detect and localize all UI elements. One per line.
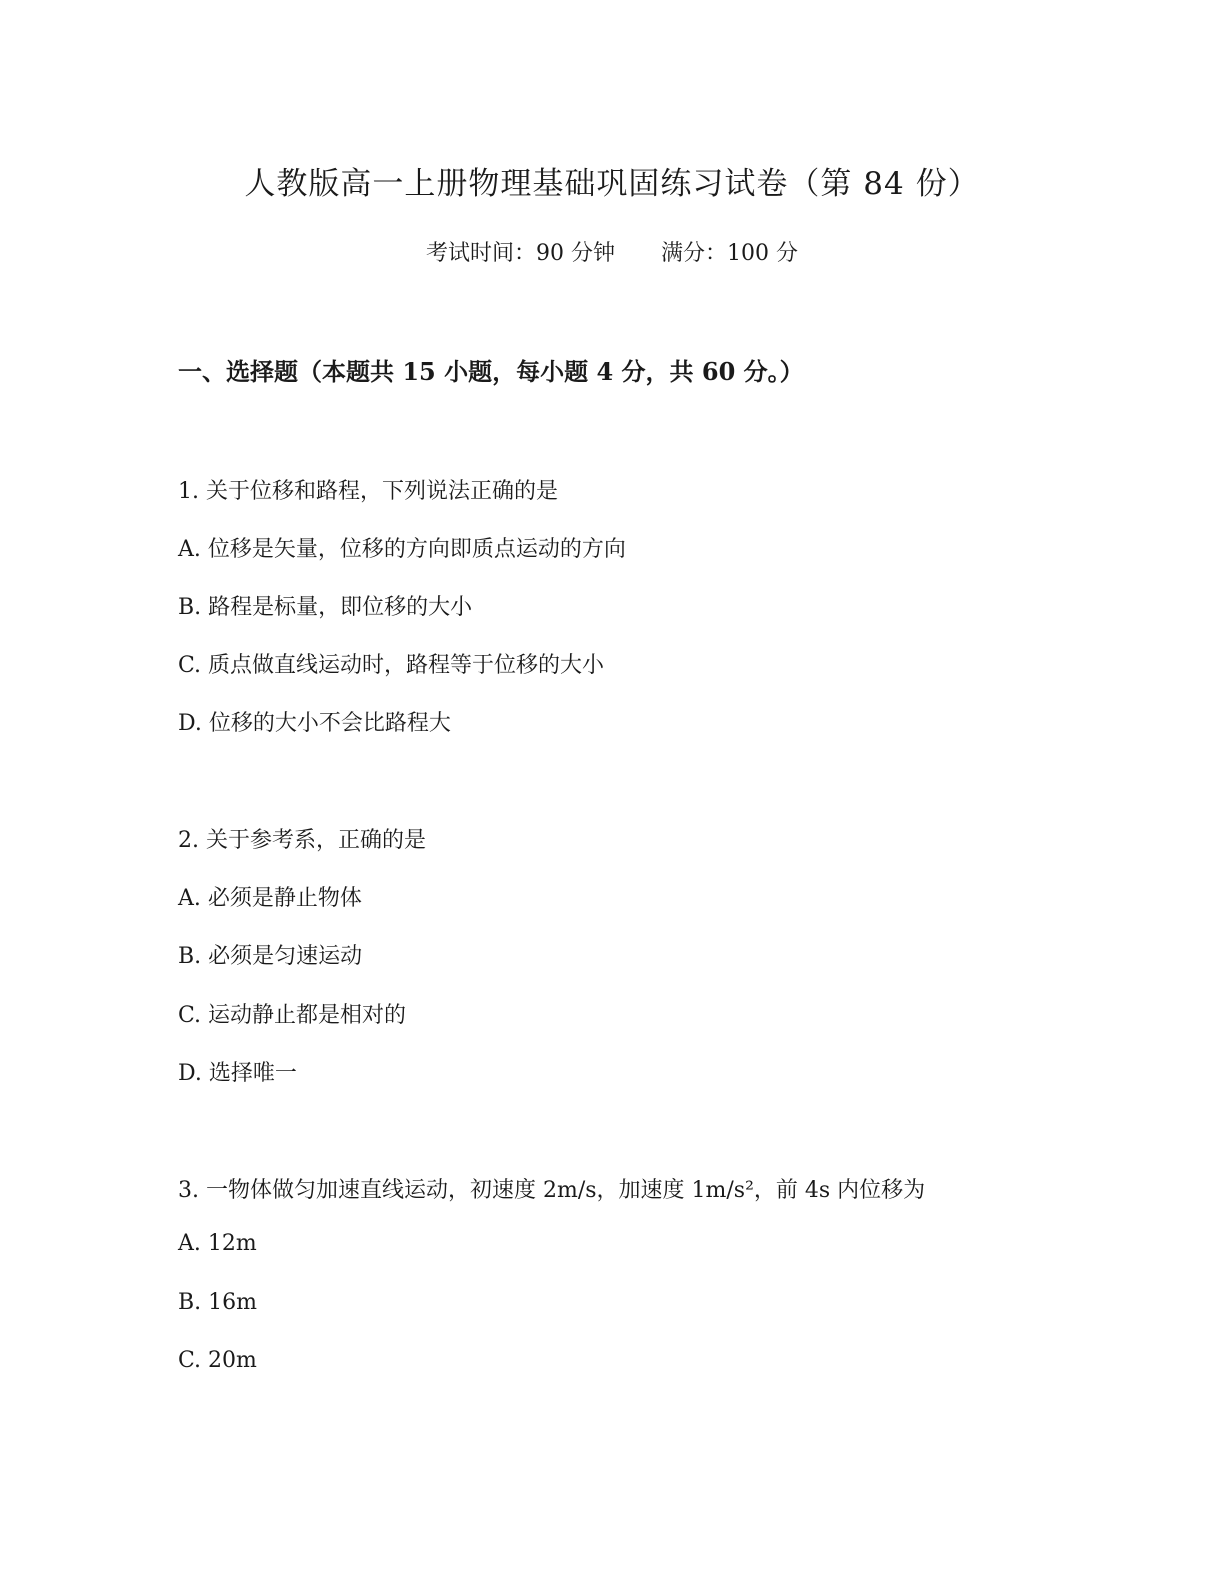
exam-title: 人教版高一上册物理基础巩固练习试卷（第 84 份） <box>244 166 980 202</box>
question-2-option-c: C. 运动静止都是相对的 <box>178 1003 407 1028</box>
exam-meta <box>0 236 1224 267</box>
section-heading: 一、选择题（本题共 15 小题，每小题 4 分，共 60 分。） <box>178 357 804 386</box>
question-1-option-c: C. 质点做直线运动时，路程等于位移的大小 <box>178 653 605 678</box>
exam-score: 满分：100 分 <box>661 241 798 266</box>
question-1-option-b: B. 路程是标量，即位移的大小 <box>178 595 473 620</box>
question-2-option-d: D. 选择唯一 <box>178 1061 297 1086</box>
question-1-option-a: A. 位移是矢量，位移的方向即质点运动的方向 <box>178 537 626 562</box>
question-1-stem: 1. 关于位移和路程，下列说法正确的是 <box>178 479 558 504</box>
question-2-stem: 2. 关于参考系，正确的是 <box>178 828 426 853</box>
exam-time: 考试时间：90 分钟 <box>426 241 615 266</box>
question-2-option-a: A. 必须是静止物体 <box>178 886 362 911</box>
question-3-option-c: C. 20m <box>178 1348 257 1373</box>
question-3-stem: 3. 一物体做匀加速直线运动，初速度 2m/s，加速度 1m/s²，前 4s 内位移为 <box>178 1178 926 1203</box>
question-2-option-b: B. 必须是匀速运动 <box>178 944 363 969</box>
question-3-option-b: B. 16m <box>178 1290 258 1315</box>
question-1-option-d: D. 位移的大小不会比路程大 <box>178 711 451 736</box>
question-3-option-a: A. 12m <box>178 1231 257 1256</box>
